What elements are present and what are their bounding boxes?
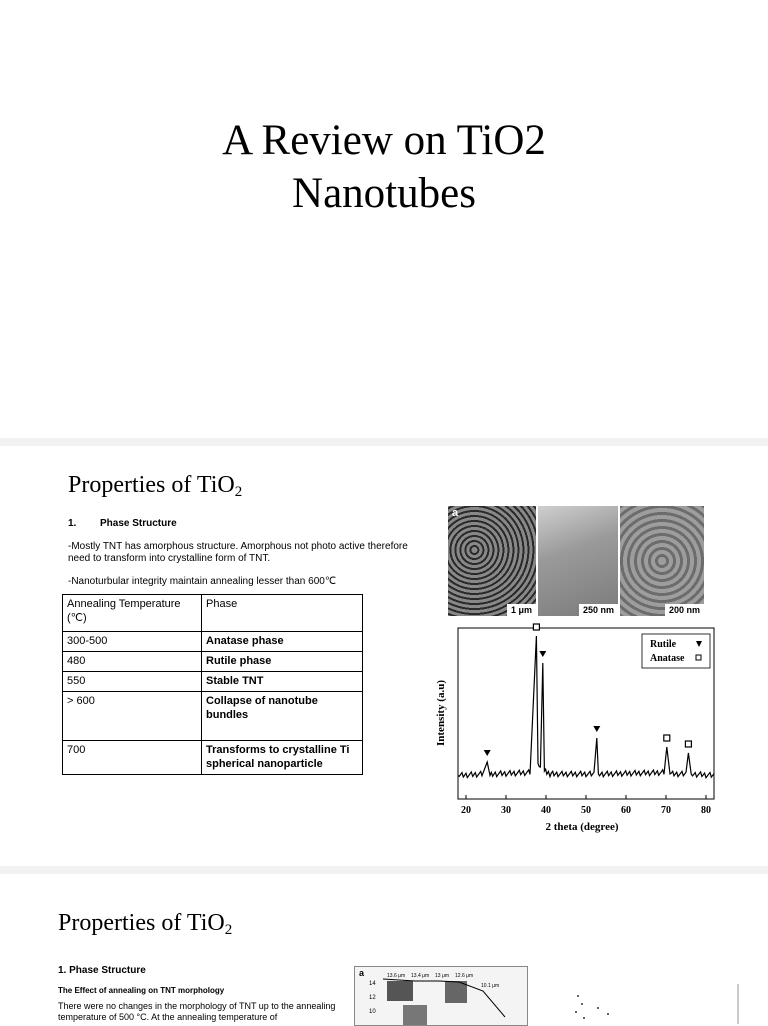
rutile-peak-marker: [593, 726, 600, 732]
slide-title-subscript: 2: [234, 484, 243, 500]
table-cell: 550: [63, 672, 202, 692]
scale-bar-label: 200 nm: [665, 604, 704, 616]
table-cell: 480: [63, 652, 202, 672]
figure-label: 13.4 μm: [411, 973, 430, 979]
subheading: The Effect of annealing on TNT morphology: [58, 986, 225, 995]
anatase-marker-icon: [696, 655, 701, 660]
bullet-text-2: -Nanoturbular integrity maintain annealing lesser than 600℃: [68, 576, 337, 587]
anatase-peak-marker: [533, 624, 539, 630]
anatase-peak-marker: [664, 735, 670, 741]
table-row: [63, 741, 363, 775]
legend-label-rutile: Rutile: [650, 639, 677, 650]
xrd-chart: [430, 618, 730, 848]
x-axis: [461, 795, 711, 816]
table-cell: Stable TNT: [202, 672, 363, 692]
panel-letter: a: [452, 507, 459, 519]
table-cell: 300-500: [63, 632, 202, 652]
table-header-row: [63, 595, 363, 632]
x-tick-label: 30: [501, 805, 511, 816]
figure-ytick: 12: [369, 995, 376, 1001]
table-header-cell: Phase: [202, 595, 363, 632]
x-tick-label: 50: [581, 805, 591, 816]
scale-bar-label: 1 μm: [507, 604, 536, 616]
presentation-title: [0, 114, 768, 220]
table-cell: Anatase phase: [202, 632, 363, 652]
slide-title-text: Properties of TiO: [58, 910, 225, 936]
table-cell: Collapse of nanotube bundles: [202, 692, 363, 741]
slide-title-text: Properties of TiO: [68, 472, 235, 498]
section-number: 1.: [68, 518, 77, 529]
title-line-2: Nanotubes: [292, 170, 476, 217]
section-heading: [68, 518, 177, 529]
x-tick-label: 60: [621, 805, 631, 816]
table-header-cell: Annealing Temperature (℃): [63, 595, 202, 632]
paragraph: There were no changes in the morphology of TNT up to the annealing temperature of 500 °C. At the annealing temperature of: [58, 1001, 336, 1022]
title-slide: [0, 0, 768, 438]
figure-letter: a: [359, 968, 365, 978]
slide-title: [68, 472, 242, 501]
properties-slide: [0, 446, 768, 866]
table-row: [63, 672, 363, 692]
legend: [642, 634, 710, 668]
table-cell: Rutile phase: [202, 652, 363, 672]
section-heading: 1. Phase Structure: [58, 965, 146, 976]
morphology-figure: [354, 966, 528, 1026]
x-tick-label: 20: [461, 805, 471, 816]
annealing-phase-table: [62, 594, 363, 775]
slide-separator: [0, 438, 768, 446]
figure-trend-line: [355, 967, 527, 1025]
sem-image-3: [620, 506, 704, 616]
rutile-peak-marker: [484, 750, 491, 756]
table-cell: Transforms to crystalline Ti spherical nanoparticle: [202, 741, 363, 775]
slide-title: [58, 910, 232, 939]
figure-ytick: 14: [369, 981, 376, 987]
y-axis-label: Intensity (a.u): [435, 679, 447, 747]
table-cell: 700: [63, 741, 202, 775]
rutile-peak-marker: [539, 651, 546, 657]
sem-image-2: [538, 506, 618, 616]
figure-label: 10.1 μm: [481, 983, 500, 989]
anatase-peak-marker: [685, 741, 691, 747]
figure-label: 13.6 μm: [387, 973, 406, 979]
table-row: [63, 652, 363, 672]
table-row: [63, 692, 363, 741]
legend-label-anatase: Anatase: [650, 653, 685, 664]
sem-image-1: [448, 506, 536, 616]
x-tick-label: 70: [661, 805, 671, 816]
table-row: [63, 632, 363, 652]
properties-slide-2: [0, 880, 768, 1024]
slide-separator: [0, 866, 768, 874]
x-tick-label: 80: [701, 805, 711, 816]
section-title: Phase Structure: [100, 518, 177, 529]
figure-label: 12.6 μm: [455, 973, 474, 979]
x-tick-label: 40: [541, 805, 551, 816]
slide-title-subscript: 2: [224, 922, 233, 938]
x-axis-label: 2 theta (degree): [545, 821, 619, 833]
bullet-text-1: -Mostly TNT has amorphous structure. Amorphous not photo active therefore need to transform into crystalline form of TNT.: [68, 541, 408, 564]
scale-bar-label: 250 nm: [579, 604, 618, 616]
table-cell: > 600: [63, 692, 202, 741]
title-line-1: A Review on TiO2: [222, 117, 546, 164]
figure-label: 13 μm: [435, 973, 449, 979]
figure-ytick: 10: [369, 1009, 376, 1015]
secondary-figure: [538, 978, 748, 1024]
